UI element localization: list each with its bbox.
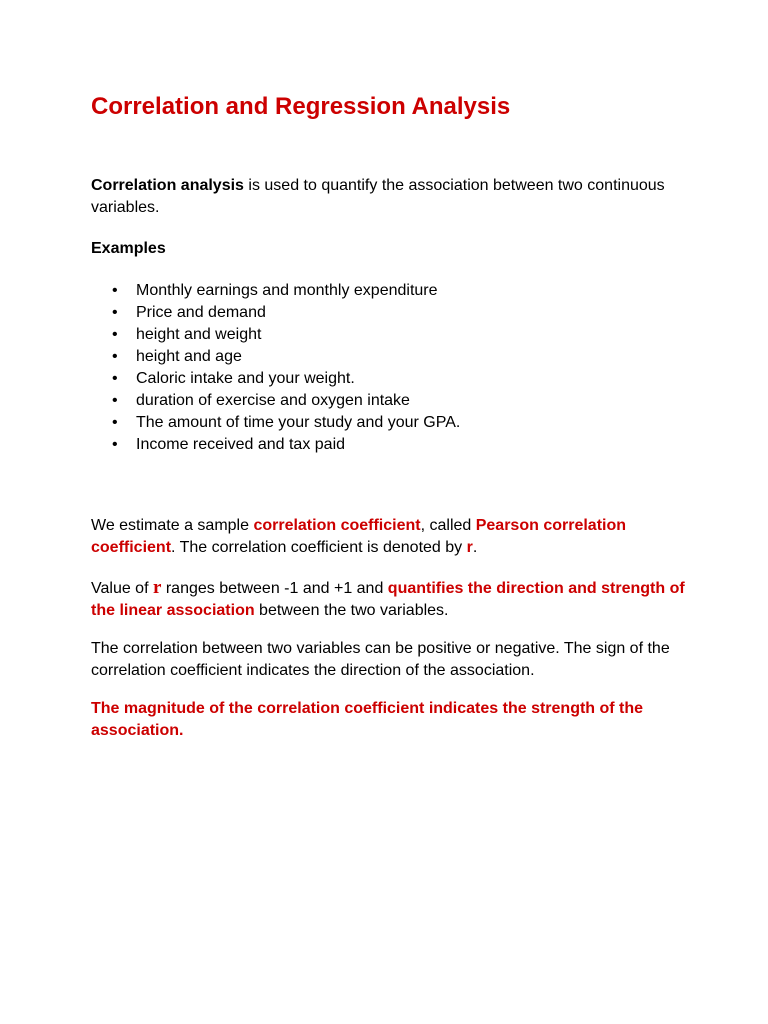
document-title: Correlation and Regression Analysis [91,93,511,120]
highlight-term: Pearson correlation coefficient [91,517,627,556]
text-run: We estimate a sample [91,517,254,534]
list-item [91,280,460,302]
list-item-text: duration of exercise and oxygen intake [136,392,410,409]
list-item [91,346,460,368]
range-paragraph [91,577,691,622]
text-run: ranges between -1 and +1 and [161,580,388,597]
bullet-icon: • [112,392,118,409]
list-item-text: Monthly earnings and monthly expenditure [136,282,438,299]
intro-text: is used to quantify the association between two continuous variables. [91,177,665,216]
list-item [91,324,460,346]
list-item [91,368,460,390]
list-item-text: Caloric intake and your weight. [136,370,355,387]
magnitude-paragraph: The magnitude of the correlation coefficient indicates the strength of the association. [91,700,644,739]
list-item-text: The amount of time your study and your GPA. [136,414,461,431]
examples-heading: Examples [91,240,166,257]
bullet-icon: • [112,436,118,453]
pearson-paragraph [91,515,691,559]
list-item-text: Income received and tax paid [136,436,346,453]
intro-paragraph [91,175,691,219]
intro-term: Correlation analysis [91,177,244,194]
list-item-text: Price and demand [136,304,266,321]
r-symbol: r [466,539,473,556]
text-run: , called [420,517,476,534]
text-run: between the two variables. [254,602,449,619]
list-item-text: height and age [136,348,242,365]
bullet-icon: • [112,348,118,365]
list-item-text: height and weight [136,326,262,343]
sign-paragraph: The correlation between two variables can be positive or negative. The sign of the correlation coefficient indicates the direction of the association. [91,640,670,679]
bullet-icon: • [112,282,118,299]
examples-list [91,280,460,456]
bullet-icon: • [112,414,118,431]
list-item [91,390,460,412]
list-item [91,412,460,434]
r-symbol: r [152,577,162,598]
bullet-icon: • [112,304,118,321]
text-run: . The correlation coefficient is denoted by [171,539,467,556]
list-item [91,434,460,456]
list-item [91,302,460,324]
text-run: . [472,539,478,556]
highlight-term: quantifies the direction and strength of the linear association [91,580,685,619]
bullet-icon: • [112,326,118,343]
bullet-icon: • [112,370,118,387]
highlight-term: correlation coefficient [253,517,421,534]
text-run: Value of [91,580,153,597]
